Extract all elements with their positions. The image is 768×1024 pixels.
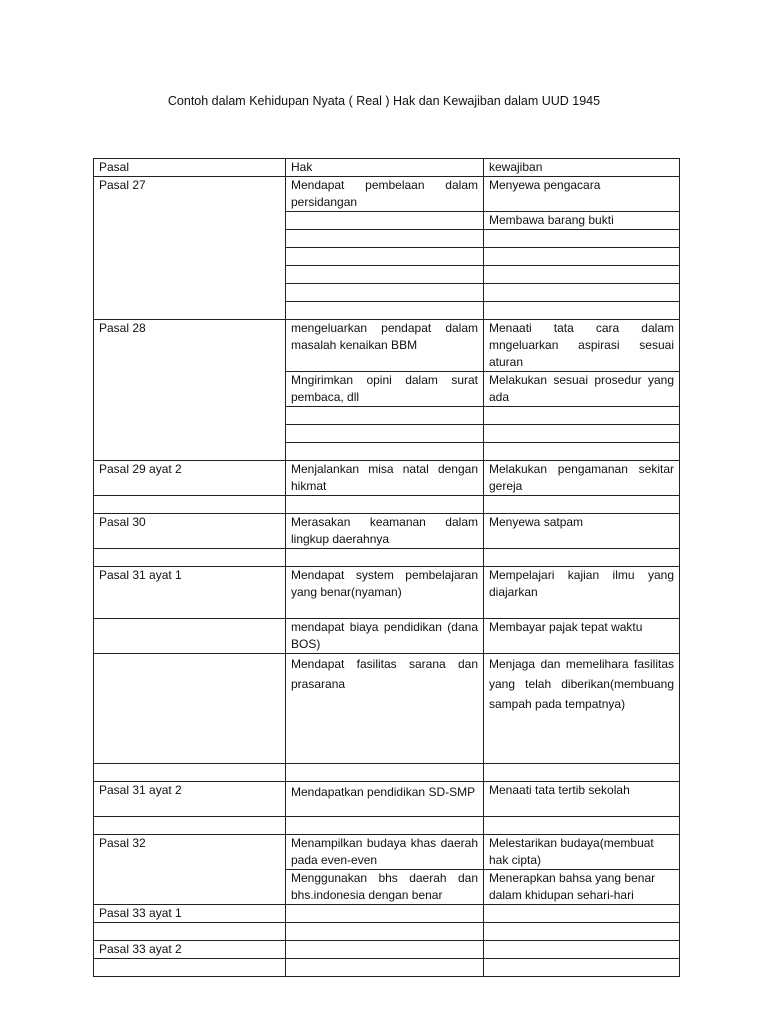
kewajiban-cell: Menaati tata cara dalam mngeluarkan aspirasi sesuai aturan	[484, 320, 680, 372]
kewajiban-cell: Melestarikan budaya(membuat hak cipta)	[484, 835, 680, 870]
empty-cell	[94, 817, 286, 835]
kewajiban-cell: Menyewa pengacara	[484, 177, 680, 212]
empty-cell	[484, 959, 680, 977]
empty-cell	[94, 923, 286, 941]
pasal-cell: Pasal 31 ayat 2	[94, 782, 286, 817]
pasal-cell: Pasal 33 ayat 1	[94, 905, 286, 923]
empty-cell	[286, 266, 484, 284]
empty-cell	[484, 284, 680, 302]
kewajiban-cell: Melakukan pengamanan sekitar gereja	[484, 461, 680, 496]
hak-cell: Menggunakan bhs daerah dan bhs.indonesia dengan benar	[286, 870, 484, 905]
empty-row	[94, 817, 680, 835]
empty-cell	[484, 817, 680, 835]
empty-cell	[286, 425, 484, 443]
hak-cell	[286, 941, 484, 959]
header-pasal: Pasal	[94, 159, 286, 177]
empty-cell	[94, 959, 286, 977]
empty-cell	[286, 817, 484, 835]
empty-cell	[286, 549, 484, 567]
kewajiban-cell	[484, 905, 680, 923]
table-row	[94, 461, 680, 496]
pasal-cell: Pasal 31 ayat 1	[94, 567, 286, 619]
hak-cell: Mendapat system pembelajaran yang benar(nyaman)	[286, 567, 484, 619]
header-kewajiban: kewajiban	[484, 159, 680, 177]
empty-cell	[484, 425, 680, 443]
empty-cell	[286, 284, 484, 302]
empty-cell	[286, 496, 484, 514]
empty-cell	[286, 302, 484, 320]
pasal-cell: Pasal 33 ayat 2	[94, 941, 286, 959]
hak-cell: Menampilkan budaya khas daerah pada even-even	[286, 835, 484, 870]
empty-cell	[286, 443, 484, 461]
pasal-cell: Pasal 28	[94, 320, 286, 461]
empty-row	[94, 959, 680, 977]
empty-cell	[286, 764, 484, 782]
hak-cell: Mendapat fasilitas sarana dan prasarana	[286, 654, 484, 764]
kewajiban-cell: Menyewa satpam	[484, 514, 680, 549]
kewajiban-cell: Membayar pajak tepat waktu	[484, 619, 680, 654]
table-row	[94, 941, 680, 959]
rights-obligations-table	[93, 158, 680, 977]
hak-cell: mendapat biaya pendidikan (dana BOS)	[286, 619, 484, 654]
kewajiban-cell: Menerapkan bahsa yang benar dalam khidupan sehari-hari	[484, 870, 680, 905]
document-title: Contoh dalam Kehidupan Nyata ( Real ) Hak dan Kewajiban dalam UUD 1945	[167, 94, 601, 108]
empty-cell	[286, 230, 484, 248]
pasal-cell: Pasal 27	[94, 177, 286, 320]
table-row	[94, 905, 680, 923]
hak-cell: Mngirimkan opini dalam surat pembaca, dll	[286, 372, 484, 407]
hak-cell	[286, 905, 484, 923]
empty-row	[94, 923, 680, 941]
empty-cell	[94, 549, 286, 567]
kewajiban-cell: Mempelajari kajian ilmu yang diajarkan	[484, 567, 680, 619]
empty-cell	[286, 923, 484, 941]
pasal-cell	[94, 619, 286, 654]
hak-cell: Menjalankan misa natal dengan hikmat	[286, 461, 484, 496]
empty-cell	[484, 549, 680, 567]
empty-row	[94, 764, 680, 782]
table-row	[94, 177, 680, 212]
empty-cell	[94, 764, 286, 782]
kewajiban-cell: Menaati tata tertib sekolah	[484, 782, 680, 817]
empty-cell	[484, 302, 680, 320]
hak-cell: Mendapat pembelaan dalam persidangan	[286, 177, 484, 212]
hak-cell: Merasakan keamanan dalam lingkup daerahnya	[286, 514, 484, 549]
empty-cell	[484, 764, 680, 782]
table-row	[94, 320, 680, 372]
empty-cell	[484, 266, 680, 284]
empty-cell	[484, 443, 680, 461]
table-row	[94, 514, 680, 549]
table-row	[94, 835, 680, 870]
empty-cell	[484, 248, 680, 266]
empty-cell	[94, 496, 286, 514]
empty-row	[94, 549, 680, 567]
empty-row	[94, 496, 680, 514]
empty-cell	[286, 407, 484, 425]
hak-cell: Mendapatkan pendidikan SD-SMP	[286, 782, 484, 817]
table-header-row	[94, 159, 680, 177]
hak-cell	[286, 212, 484, 230]
empty-cell	[484, 496, 680, 514]
pasal-cell	[94, 654, 286, 764]
empty-cell	[484, 923, 680, 941]
table-row	[94, 619, 680, 654]
kewajiban-cell	[484, 941, 680, 959]
hak-cell: mengeluarkan pendapat dalam masalah kenaikan BBM	[286, 320, 484, 372]
table-row	[94, 654, 680, 764]
kewajiban-cell: Melakukan sesuai prosedur yang ada	[484, 372, 680, 407]
empty-cell	[286, 959, 484, 977]
header-hak: Hak	[286, 159, 484, 177]
kewajiban-cell: Menjaga dan memelihara fasilitas yang telah diberikan(membuang sampah pada tempatnya)	[484, 654, 680, 764]
empty-cell	[484, 230, 680, 248]
table-row	[94, 782, 680, 817]
pasal-cell: Pasal 29 ayat 2	[94, 461, 286, 496]
kewajiban-cell: Membawa barang bukti	[484, 212, 680, 230]
empty-cell	[484, 407, 680, 425]
pasal-cell: Pasal 30	[94, 514, 286, 549]
pasal-cell: Pasal 32	[94, 835, 286, 905]
table-row	[94, 567, 680, 619]
empty-cell	[286, 248, 484, 266]
